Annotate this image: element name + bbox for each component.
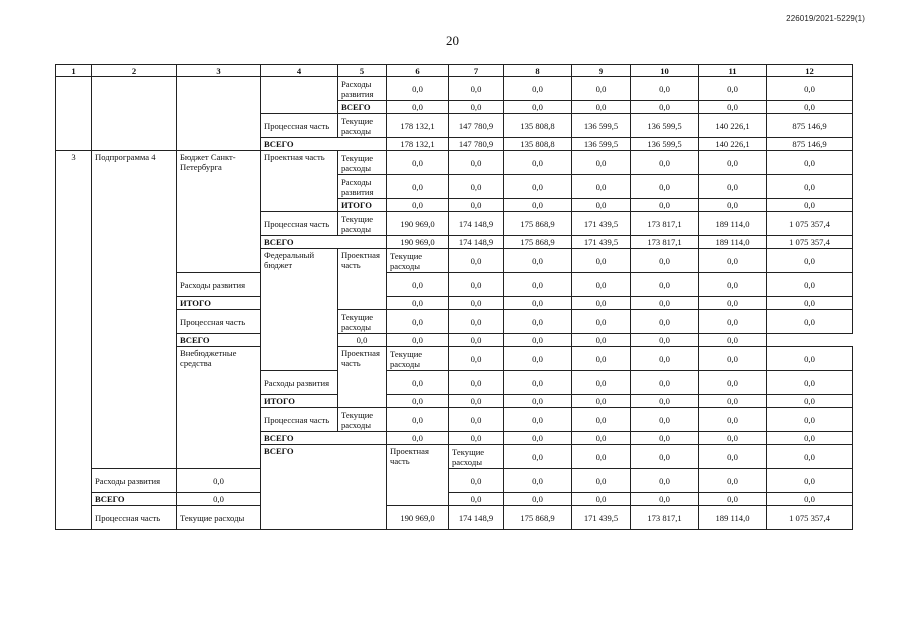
value-cell: 174 148,9 [449, 506, 504, 530]
value-cell: 0,0 [449, 175, 504, 199]
part-label: Проектная часть [338, 249, 387, 310]
value-cell: 0,0 [387, 371, 449, 395]
value-cell: 0,0 [449, 273, 504, 297]
value-cell: 0,0 [572, 432, 631, 445]
value-cell: 0,0 [631, 347, 699, 371]
part-cell [261, 77, 338, 114]
value-cell: 0,0 [504, 493, 572, 506]
value-cell: 0,0 [767, 199, 853, 212]
value-cell: 136 599,5 [631, 114, 699, 138]
value-cell: 0,0 [387, 175, 449, 199]
row-number-cell [56, 77, 92, 151]
value-cell: 0,0 [767, 408, 853, 432]
value-cell: 140 226,1 [699, 138, 767, 151]
value-cell: 0,0 [572, 408, 631, 432]
value-cell: 0,0 [767, 371, 853, 395]
value-cell: 0,0 [572, 493, 631, 506]
value-cell: 0,0 [767, 493, 853, 506]
part-label: Проектная часть [387, 445, 449, 506]
funding-source-label: Бюджет Санкт-Петербурга [177, 151, 261, 273]
value-cell: 171 439,5 [572, 212, 631, 236]
table-row [56, 151, 853, 175]
value-cell: 190 969,0 [387, 506, 449, 530]
value-cell: 173 817,1 [631, 506, 699, 530]
value-cell: 0,0 [504, 297, 572, 310]
value-cell: 0,0 [449, 469, 504, 493]
col-number: 9 [572, 65, 631, 77]
col-number: 6 [387, 65, 449, 77]
value-cell: 0,0 [572, 101, 631, 114]
value-cell: 0,0 [767, 469, 853, 493]
value-cell: 0,0 [387, 395, 449, 408]
expense-type-label: Текущие расходы [177, 506, 261, 530]
total-label: ВСЕГО [338, 101, 387, 114]
col-number: 1 [56, 65, 92, 77]
value-cell: 0,0 [631, 371, 699, 395]
value-cell: 0,0 [699, 493, 767, 506]
value-cell: 0,0 [572, 445, 631, 469]
table-row [56, 77, 853, 101]
part-label: Проектная часть [261, 151, 338, 212]
total-label: ВСЕГО [177, 334, 338, 347]
value-cell: 175 868,9 [504, 236, 572, 249]
value-cell: 0,0 [572, 297, 631, 310]
value-cell: 0,0 [449, 199, 504, 212]
value-cell: 0,0 [631, 310, 699, 334]
value-cell: 190 969,0 [387, 236, 449, 249]
value-cell: 0,0 [387, 77, 449, 101]
value-cell: 0,0 [449, 334, 504, 347]
value-cell: 875 146,9 [767, 138, 853, 151]
value-cell: 0,0 [449, 493, 504, 506]
value-cell: 0,0 [572, 334, 631, 347]
value-cell: 0,0 [767, 249, 853, 273]
value-cell: 0,0 [572, 199, 631, 212]
value-cell: 171 439,5 [572, 236, 631, 249]
expense-type-label: Расходы развития [92, 469, 177, 493]
value-cell: 189 114,0 [699, 212, 767, 236]
value-cell: 0,0 [631, 334, 699, 347]
part-label: Процессная часть [92, 506, 177, 530]
value-cell: 0,0 [699, 469, 767, 493]
total-label: ВСЕГО [261, 432, 387, 445]
value-cell: 0,0 [504, 334, 572, 347]
value-cell: 0,0 [449, 371, 504, 395]
value-cell: 0,0 [572, 175, 631, 199]
value-cell: 0,0 [572, 310, 631, 334]
value-cell: 189 114,0 [699, 236, 767, 249]
value-cell: 0,0 [504, 151, 572, 175]
value-cell: 0,0 [767, 445, 853, 469]
value-cell: 0,0 [699, 101, 767, 114]
value-cell: 0,0 [449, 101, 504, 114]
value-cell: 0,0 [449, 297, 504, 310]
value-cell: 0,0 [572, 77, 631, 101]
value-cell: 0,0 [572, 395, 631, 408]
part-label: Процессная часть [261, 408, 338, 432]
value-cell: 136 599,5 [631, 138, 699, 151]
value-cell: 0,0 [387, 273, 449, 297]
value-cell: 0,0 [338, 334, 387, 347]
value-cell: 0,0 [767, 273, 853, 297]
value-cell: 136 599,5 [572, 138, 631, 151]
value-cell: 0,0 [631, 408, 699, 432]
value-cell: 0,0 [504, 175, 572, 199]
value-cell: 0,0 [631, 445, 699, 469]
value-cell: 0,0 [699, 310, 767, 334]
value-cell: 1 075 357,4 [767, 506, 853, 530]
subprogram-cell [92, 77, 177, 151]
value-cell: 1 075 357,4 [767, 212, 853, 236]
value-cell: 0,0 [572, 151, 631, 175]
value-cell: 171 439,5 [572, 506, 631, 530]
value-cell: 189 114,0 [699, 506, 767, 530]
value-cell: 190 969,0 [387, 212, 449, 236]
value-cell: 135 808,8 [504, 114, 572, 138]
value-cell: 0,0 [699, 347, 767, 371]
funding-source-label: Внебюджетные средства [177, 347, 261, 469]
source-cell [177, 77, 261, 151]
value-cell: 0,0 [631, 395, 699, 408]
value-cell: 0,0 [767, 395, 853, 408]
value-cell: 0,0 [449, 347, 504, 371]
value-cell: 0,0 [699, 395, 767, 408]
grand-total-label: ВСЕГО [261, 445, 387, 530]
value-cell: 0,0 [504, 199, 572, 212]
value-cell: 0,0 [572, 469, 631, 493]
value-cell: 0,0 [449, 408, 504, 432]
value-cell: 0,0 [631, 175, 699, 199]
value-cell: 0,0 [449, 432, 504, 445]
expense-type-label: Текущие расходы [449, 445, 504, 469]
expense-type-label: Текущие расходы [387, 249, 449, 273]
value-cell: 174 148,9 [449, 236, 504, 249]
value-cell: 0,0 [767, 175, 853, 199]
subtotal-label: ИТОГО [261, 395, 338, 408]
value-cell: 178 132,1 [387, 114, 449, 138]
value-cell: 136 599,5 [572, 114, 631, 138]
value-cell: 0,0 [387, 432, 449, 445]
value-cell: 0,0 [504, 445, 572, 469]
value-cell: 0,0 [631, 432, 699, 445]
value-cell: 0,0 [504, 249, 572, 273]
value-cell: 175 868,9 [504, 212, 572, 236]
value-cell: 0,0 [699, 334, 767, 347]
value-cell: 147 780,9 [449, 138, 504, 151]
value-cell: 0,0 [631, 199, 699, 212]
value-cell: 175 868,9 [504, 506, 572, 530]
col-number: 4 [261, 65, 338, 77]
value-cell: 0,0 [504, 101, 572, 114]
total-label: ВСЕГО [261, 138, 387, 151]
page-number: 20 [446, 33, 459, 48]
value-cell: 0,0 [504, 273, 572, 297]
value-cell: 0,0 [387, 310, 449, 334]
value-cell: 0,0 [449, 151, 504, 175]
value-cell: 0,0 [699, 249, 767, 273]
value-cell: 0,0 [699, 371, 767, 395]
value-cell: 0,0 [631, 101, 699, 114]
total-label: ВСЕГО [92, 493, 177, 506]
part-label: Процессная часть [177, 310, 261, 334]
value-cell: 0,0 [699, 445, 767, 469]
value-cell: 0,0 [699, 77, 767, 101]
value-cell: 0,0 [387, 151, 449, 175]
funding-source-label: Федеральный бюджет [261, 249, 338, 371]
total-label: ВСЕГО [261, 236, 387, 249]
value-cell: 0,0 [504, 395, 572, 408]
value-cell: 0,0 [387, 101, 449, 114]
value-cell: 174 148,9 [449, 212, 504, 236]
value-cell: 0,0 [387, 408, 449, 432]
part-label: Процессная часть [261, 212, 338, 236]
value-cell: 0,0 [387, 297, 449, 310]
expense-type-label: Расходы развития [338, 175, 387, 199]
column-number-row [56, 65, 853, 77]
value-cell: 140 226,1 [699, 114, 767, 138]
expense-type-label: Текущие расходы [387, 347, 449, 371]
value-cell: 0,0 [631, 297, 699, 310]
value-cell: 0,0 [699, 408, 767, 432]
part-label: Процессная часть [261, 114, 338, 138]
value-cell: 147 780,9 [449, 114, 504, 138]
document-id: 226019/2021-5229(1) [786, 14, 865, 23]
value-cell: 0,0 [387, 334, 449, 347]
value-cell: 0,0 [631, 77, 699, 101]
value-cell: 178 132,1 [387, 138, 449, 151]
value-cell: 135 808,8 [504, 138, 572, 151]
value-cell: 0,0 [449, 77, 504, 101]
value-cell: 0,0 [504, 347, 572, 371]
value-cell: 0,0 [767, 101, 853, 114]
value-cell: 0,0 [767, 310, 853, 334]
value-cell: 0,0 [699, 297, 767, 310]
col-number: 10 [631, 65, 699, 77]
value-cell: 0,0 [387, 199, 449, 212]
value-cell: 0,0 [631, 273, 699, 297]
expense-type-label: Текущие расходы [338, 408, 387, 432]
table-row [56, 469, 853, 493]
value-cell: 0,0 [177, 493, 261, 506]
value-cell: 0,0 [504, 432, 572, 445]
value-cell: 0,0 [699, 273, 767, 297]
col-number: 8 [504, 65, 572, 77]
expense-type-label: Текущие расходы [338, 310, 387, 334]
subtotal-label: ИТОГО [338, 199, 387, 212]
value-cell: 0,0 [767, 77, 853, 101]
value-cell: 0,0 [572, 249, 631, 273]
value-cell: 0,0 [699, 432, 767, 445]
value-cell: 0,0 [504, 469, 572, 493]
subtotal-label: ИТОГО [177, 297, 261, 310]
value-cell: 0,0 [504, 371, 572, 395]
col-number: 5 [338, 65, 387, 77]
value-cell: 0,0 [572, 347, 631, 371]
value-cell: 0,0 [767, 347, 853, 371]
value-cell: 0,0 [449, 249, 504, 273]
value-cell: 0,0 [177, 469, 261, 493]
value-cell: 173 817,1 [631, 236, 699, 249]
expense-type-label: Текущие расходы [338, 212, 387, 236]
table-row [56, 506, 853, 530]
col-number: 3 [177, 65, 261, 77]
expense-type-label: Текущие расходы [338, 151, 387, 175]
value-cell: 0,0 [631, 469, 699, 493]
value-cell: 0,0 [504, 77, 572, 101]
value-cell: 0,0 [767, 297, 853, 310]
value-cell: 0,0 [699, 175, 767, 199]
value-cell: 0,0 [767, 151, 853, 175]
value-cell: 0,0 [631, 493, 699, 506]
part-label: Проектная часть [338, 347, 387, 408]
subprogram-name: Подпрограмма 4 [92, 151, 177, 469]
row-number-cell: 3 [56, 151, 92, 530]
col-number: 11 [699, 65, 767, 77]
value-cell: 875 146,9 [767, 114, 853, 138]
value-cell: 173 817,1 [631, 212, 699, 236]
value-cell: 0,0 [572, 273, 631, 297]
expense-type-label: Расходы развития [177, 273, 261, 297]
value-cell: 0,0 [631, 151, 699, 175]
value-cell: 0,0 [449, 395, 504, 408]
value-cell: 0,0 [767, 432, 853, 445]
expense-type-label: Расходы развития [261, 371, 338, 395]
value-cell: 0,0 [504, 408, 572, 432]
col-number: 2 [92, 65, 177, 77]
table-row [56, 493, 853, 506]
value-cell: 0,0 [699, 199, 767, 212]
value-cell: 1 075 357,4 [767, 236, 853, 249]
expense-type-label: Расходы развития [338, 77, 387, 101]
value-cell: 0,0 [504, 310, 572, 334]
value-cell: 0,0 [449, 310, 504, 334]
value-cell: 0,0 [699, 151, 767, 175]
value-cell: 0,0 [572, 371, 631, 395]
col-number: 7 [449, 65, 504, 77]
col-number: 12 [767, 65, 853, 77]
expense-type-label: Текущие расходы [338, 114, 387, 138]
budget-table [55, 64, 853, 530]
value-cell: 0,0 [631, 249, 699, 273]
